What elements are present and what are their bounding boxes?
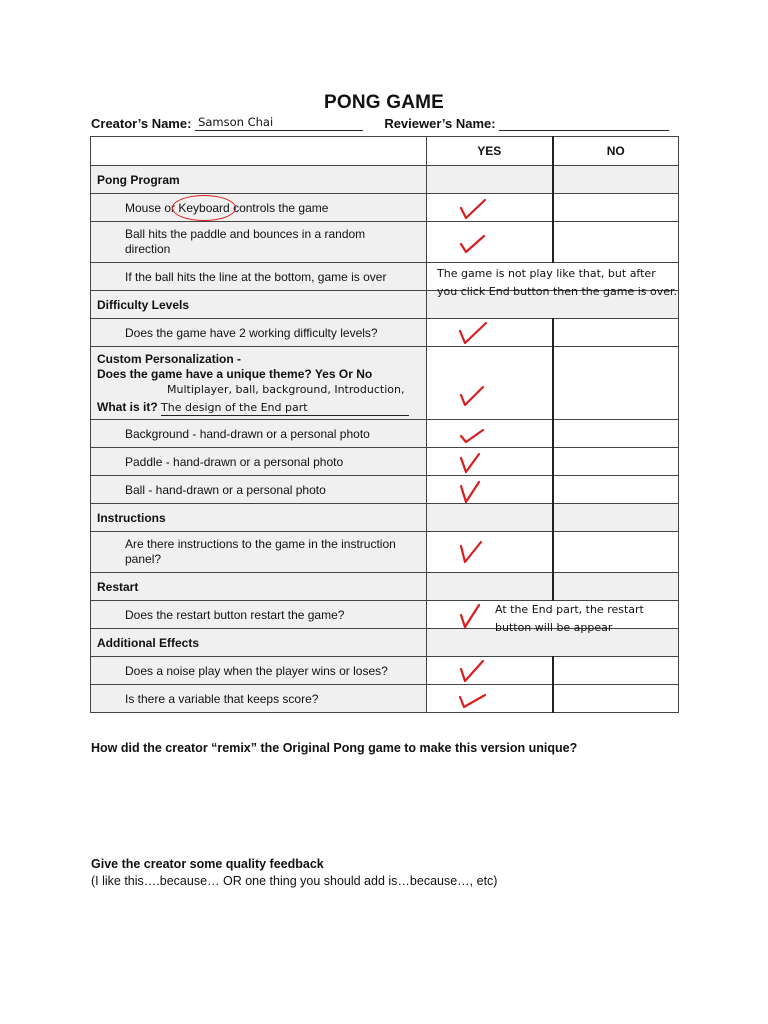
section-label: Additional Effects	[91, 629, 427, 657]
handwritten-theme: Multiplayer, ball, background, Introduction,	[167, 383, 405, 396]
checkmark-icon	[457, 385, 489, 411]
no-cell[interactable]	[553, 657, 679, 685]
yes-cell[interactable]	[427, 222, 553, 263]
yes-cell[interactable]	[427, 532, 553, 573]
no-cell[interactable]	[553, 347, 679, 420]
table-row	[91, 685, 679, 713]
handwritten-note: The game is not play like that, but after	[437, 267, 656, 280]
what-label: What is it?	[97, 400, 158, 414]
row-question: If the ball hits the line at the bottom, game is over	[91, 263, 427, 291]
row-question: Paddle - hand-drawn or a personal photo	[91, 448, 427, 476]
remix-question: How did the creator “remix” the Original Pong game to make this version unique?	[91, 741, 578, 755]
table-header	[91, 137, 679, 166]
row-question: Does a noise play when the player wins or loses?	[91, 657, 427, 685]
custom-heading: Custom Personalization -	[97, 352, 242, 366]
yes-cell[interactable]	[427, 448, 553, 476]
name-line	[91, 116, 669, 131]
feedback-question: Give the creator some quality feedback	[91, 857, 324, 871]
page-title: PONG GAME	[323, 92, 445, 113]
checklist-table	[90, 136, 679, 713]
checkmark-icon	[457, 321, 489, 347]
yes-cell[interactable]	[427, 657, 553, 685]
checkmark-icon	[457, 196, 489, 222]
no-cell[interactable]	[553, 319, 679, 347]
no-cell[interactable]	[553, 476, 679, 504]
checkmark-icon	[457, 422, 489, 448]
creator-name-value: Samson Chai	[198, 115, 274, 129]
feedback-hint: (I like this….because… OR one thing you should add is…because…, etc)	[91, 874, 498, 888]
yes-cell[interactable]	[427, 347, 553, 420]
checkmark-icon	[457, 230, 489, 256]
reviewer-name-field[interactable]	[499, 116, 669, 131]
yes-cell[interactable]	[427, 319, 553, 347]
handwritten-note: you click End button then the game is over.	[437, 285, 678, 298]
header-yes: YES	[427, 137, 553, 166]
checkmark-icon	[457, 659, 489, 685]
no-cell[interactable]	[553, 448, 679, 476]
header-blank	[91, 137, 427, 166]
section-pong-program	[91, 166, 679, 194]
row-question: Are there instructions to the game in the instruction panel?	[91, 532, 427, 573]
what-answer-field[interactable]: The design of the End part	[161, 400, 409, 416]
table-row	[91, 222, 679, 263]
table-row	[91, 420, 679, 448]
checkmark-icon	[457, 687, 489, 713]
section-additional-effects	[91, 629, 679, 657]
checkmark-icon	[457, 478, 489, 504]
row-question: Background - hand-drawn or a personal photo	[91, 420, 427, 448]
checkmark-icon	[457, 540, 489, 566]
table-row	[91, 532, 679, 573]
circled-word: Keyboard	[178, 201, 229, 215]
row-question: Ball hits the paddle and bounces in a random direction	[91, 222, 427, 263]
section-label: Difficulty Levels	[91, 291, 427, 319]
section-instructions	[91, 504, 679, 532]
table-row	[91, 657, 679, 685]
row-question: Does the game have 2 working difficulty levels?	[91, 319, 427, 347]
yes-cell[interactable]	[427, 476, 553, 504]
table-row	[91, 319, 679, 347]
section-label: Instructions	[91, 504, 427, 532]
handwritten-note: At the End part, the restart	[495, 603, 644, 616]
creator-name-field[interactable]	[195, 116, 363, 131]
section-difficulty	[91, 291, 679, 319]
checkmark-icon	[457, 603, 489, 629]
row-question: Is there a variable that keeps score?	[91, 685, 427, 713]
creator-label: Creator’s Name:	[91, 116, 192, 131]
no-cell[interactable]	[553, 420, 679, 448]
section-label: Pong Program	[91, 166, 427, 194]
yes-cell[interactable]	[427, 420, 553, 448]
custom-personalization-row	[91, 347, 679, 420]
table-row	[91, 476, 679, 504]
reviewer-label: Reviewer’s Name:	[384, 116, 496, 131]
no-cell[interactable]	[553, 685, 679, 713]
yes-cell[interactable]	[427, 194, 553, 222]
row-question: Does the restart button restart the game?	[91, 601, 427, 629]
handdrawn-circle	[172, 195, 236, 221]
table-row	[91, 448, 679, 476]
section-label: Restart	[91, 573, 427, 601]
row-question: Mouse or Keyboard controls the game	[91, 194, 427, 222]
yes-cell[interactable]	[427, 685, 553, 713]
section-restart	[91, 573, 679, 601]
header-no: NO	[553, 137, 679, 166]
table-row	[91, 194, 679, 222]
row-question: Ball - hand-drawn or a personal photo	[91, 476, 427, 504]
checkmark-icon	[457, 450, 489, 476]
no-cell[interactable]	[553, 532, 679, 573]
unique-theme-question: Does the game have a unique theme? Yes Or No	[97, 367, 373, 381]
no-cell[interactable]	[553, 222, 679, 263]
handwritten-note: button will be appear	[495, 621, 613, 634]
no-cell[interactable]	[553, 194, 679, 222]
custom-question	[91, 347, 427, 420]
